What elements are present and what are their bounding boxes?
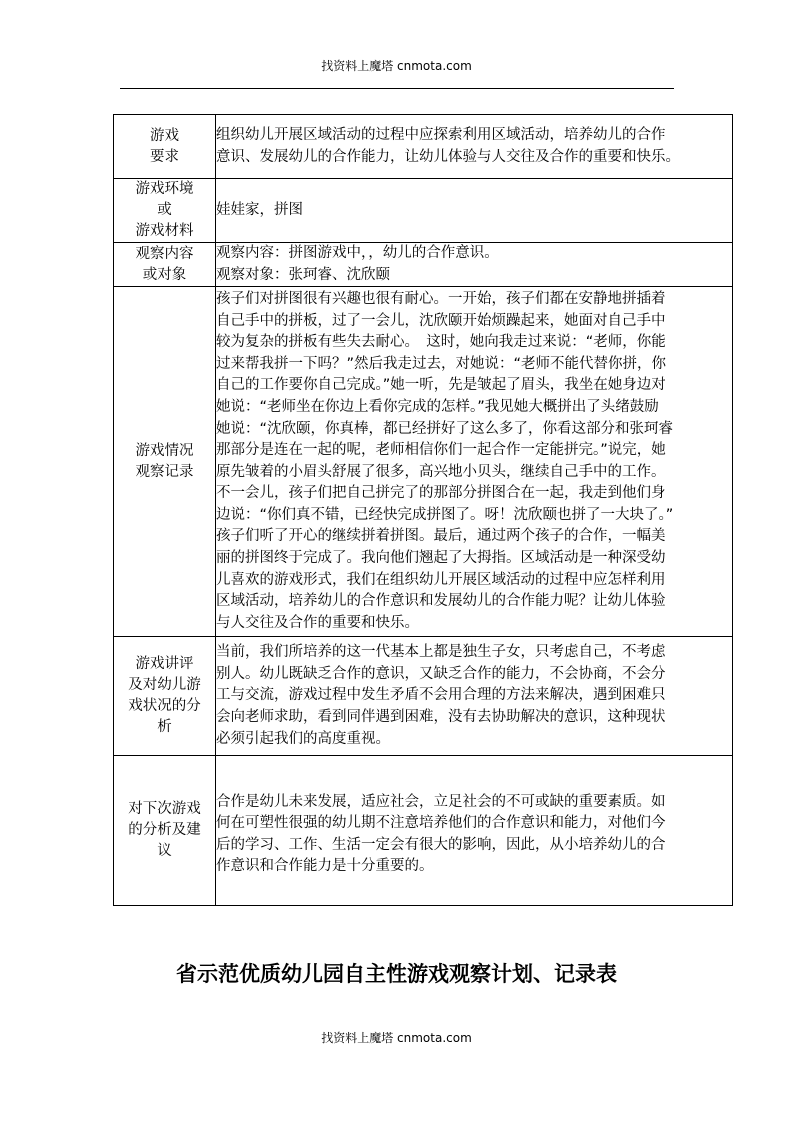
content-line: 较为复杂的拼板有些失去耐心。 这时，她向我走过来说：“老师，你能 [216,334,666,351]
content-line: 自己的工作要你自己完成。”她一听，先是皱起了眉头，我坐在她身边对 [216,377,666,394]
content-line: 观察内容：拼图游戏中，，幼儿的合作意识。 [216,245,499,261]
content-line: 她说：“沈欣颐，你真棒，都已经拼好了这么多了，你看这部分和张珂睿 [216,420,674,437]
label-line: 要求 [150,148,179,165]
content-line: 何在可塑性很强的幼儿期不注意培养他们的合作意识和能力，对他们今 [216,815,666,832]
content-line: 自己手中的拼板，过了一会儿，沈欣颐开始烦躁起来，她面对自己手中 [216,312,666,329]
content-line: 孩子们对拼图很有兴趣也很有耐心。一开始，孩子们都在安静地拼插着 [216,290,666,307]
table-row-game-requirements [114,115,733,179]
content-line: 边说：“你们真不错，已经快完成拼图了。呀！沈欣颐也拼了一大块了。” [216,506,674,523]
content-line: 后的学习、工作、生活一定会有很大的影响，因此，从小培养幼儿的合 [216,836,666,853]
page-header: 找资料上魔塔 cnmota.com [321,59,472,73]
label-line: 游戏材料 [135,223,194,239]
content-line: 不一会儿，孩子们把自己拼完了的那部分拼图合在一起，我走到他们身 [216,485,666,502]
content-line: 过来帮我拼一下吗？”然后我走过去，对她说：“老师不能代替你拼，你 [216,355,667,372]
content-line: 作意识和合作能力是十分重要的。 [216,858,434,875]
content-line: 孩子们听了开心的继续拼着拼图。最后，通过两个孩子的合作，一幅美 [216,528,666,545]
content-line: 别人。幼儿既缺乏合作的意识，又缺乏合作的能力，不会协商，不会分 [216,665,666,682]
table-row-game-materials [114,179,733,243]
label-line: 析 [157,719,172,736]
document-title: 省示范优质幼儿园自主性游戏观察计划、记录表 [176,961,617,986]
content-line: 儿喜欢的游戏形式，我们在组织幼儿开展区域活动的过程中应怎样利用 [216,571,666,588]
row-content [216,637,733,756]
observation-table [113,114,733,906]
content-line: 丽的拼图终于完成了。我向他们翘起了大拇指。区域活动是一种深受幼 [216,550,666,567]
table-row-observation-target [114,243,733,287]
content-line: 当前，我们所培养的这一代基本上都是独生子女，只考虑自己，不考虑 [216,644,666,661]
content-line: 娃娃家，拼图 [216,201,303,218]
content-line: 组织幼儿开展区域活动的过程中应探索利用区域活动，培养幼儿的合作 [216,126,666,143]
row-content [216,115,733,179]
table-row-next-suggestions [114,756,733,906]
label-line: 对下次游戏 [128,801,201,818]
label-line: 游戏情况 [135,442,194,459]
content-line: 区域活动，培养幼儿的合作意识和发展幼儿的合作能力呢？让幼儿体验 [216,593,666,610]
content-line: 与人交往及合作的重要和快乐。 [216,614,419,631]
row-label [114,179,216,243]
row-content [216,243,733,287]
label-line: 观察记录 [135,463,194,480]
header-divider [120,88,674,89]
label-line: 及对幼儿游 [128,677,201,694]
row-label [114,243,216,287]
page-footer: 找资料上魔塔 cnmota.com [321,1031,472,1045]
label-line: 或对象 [142,266,187,283]
content-line: 必须引起我们的高度重视。 [216,730,390,747]
label-line: 游戏 [150,127,179,144]
content-line: 观察对象：张珂睿、沈欣颐 [216,266,390,283]
table-row-game-review [114,637,733,756]
label-line: 议 [157,843,172,860]
row-label [114,287,216,637]
label-line: 游戏环境 [135,181,194,197]
label-line: 的分析及建 [128,822,201,839]
row-content [216,179,733,243]
content-line: 那部分是连在一起的呢，老师相信你们一起合作一定能拼完。”说完，她 [216,442,666,459]
row-content [216,756,733,906]
label-line: 观察内容 [135,245,194,262]
content-line: 意识、发展幼儿的合作能力，让幼儿体验与人交往及合作的重要和快乐。 [216,148,680,165]
content-line: 合作是幼儿未来发展，适应社会，立足社会的不可或缺的重要素质。如 [216,793,666,810]
label-line: 游戏讲评 [135,656,194,673]
row-label [114,756,216,906]
label-line: 戏状况的分 [128,698,201,715]
row-label [114,637,216,756]
row-content [216,287,733,637]
label-line: 或 [157,202,172,218]
content-line: 原先皱着的小眉头舒展了很多，高兴地小贝头，继续自己手中的工作。 [216,463,666,480]
content-line: 工与交流，游戏过程中发生矛盾不会用合理的方法来解决，遇到困难只 [216,687,666,704]
table-row-observation-record [114,287,733,637]
content-line: 会向老师求助，看到同伴遇到困难，没有去协助解决的意识，这种现状 [216,708,666,725]
row-label [114,115,216,179]
content-line: 她说：“老师坐在你边上看你完成的怎样。”我见她大概拼出了头绪鼓励 [216,398,659,415]
